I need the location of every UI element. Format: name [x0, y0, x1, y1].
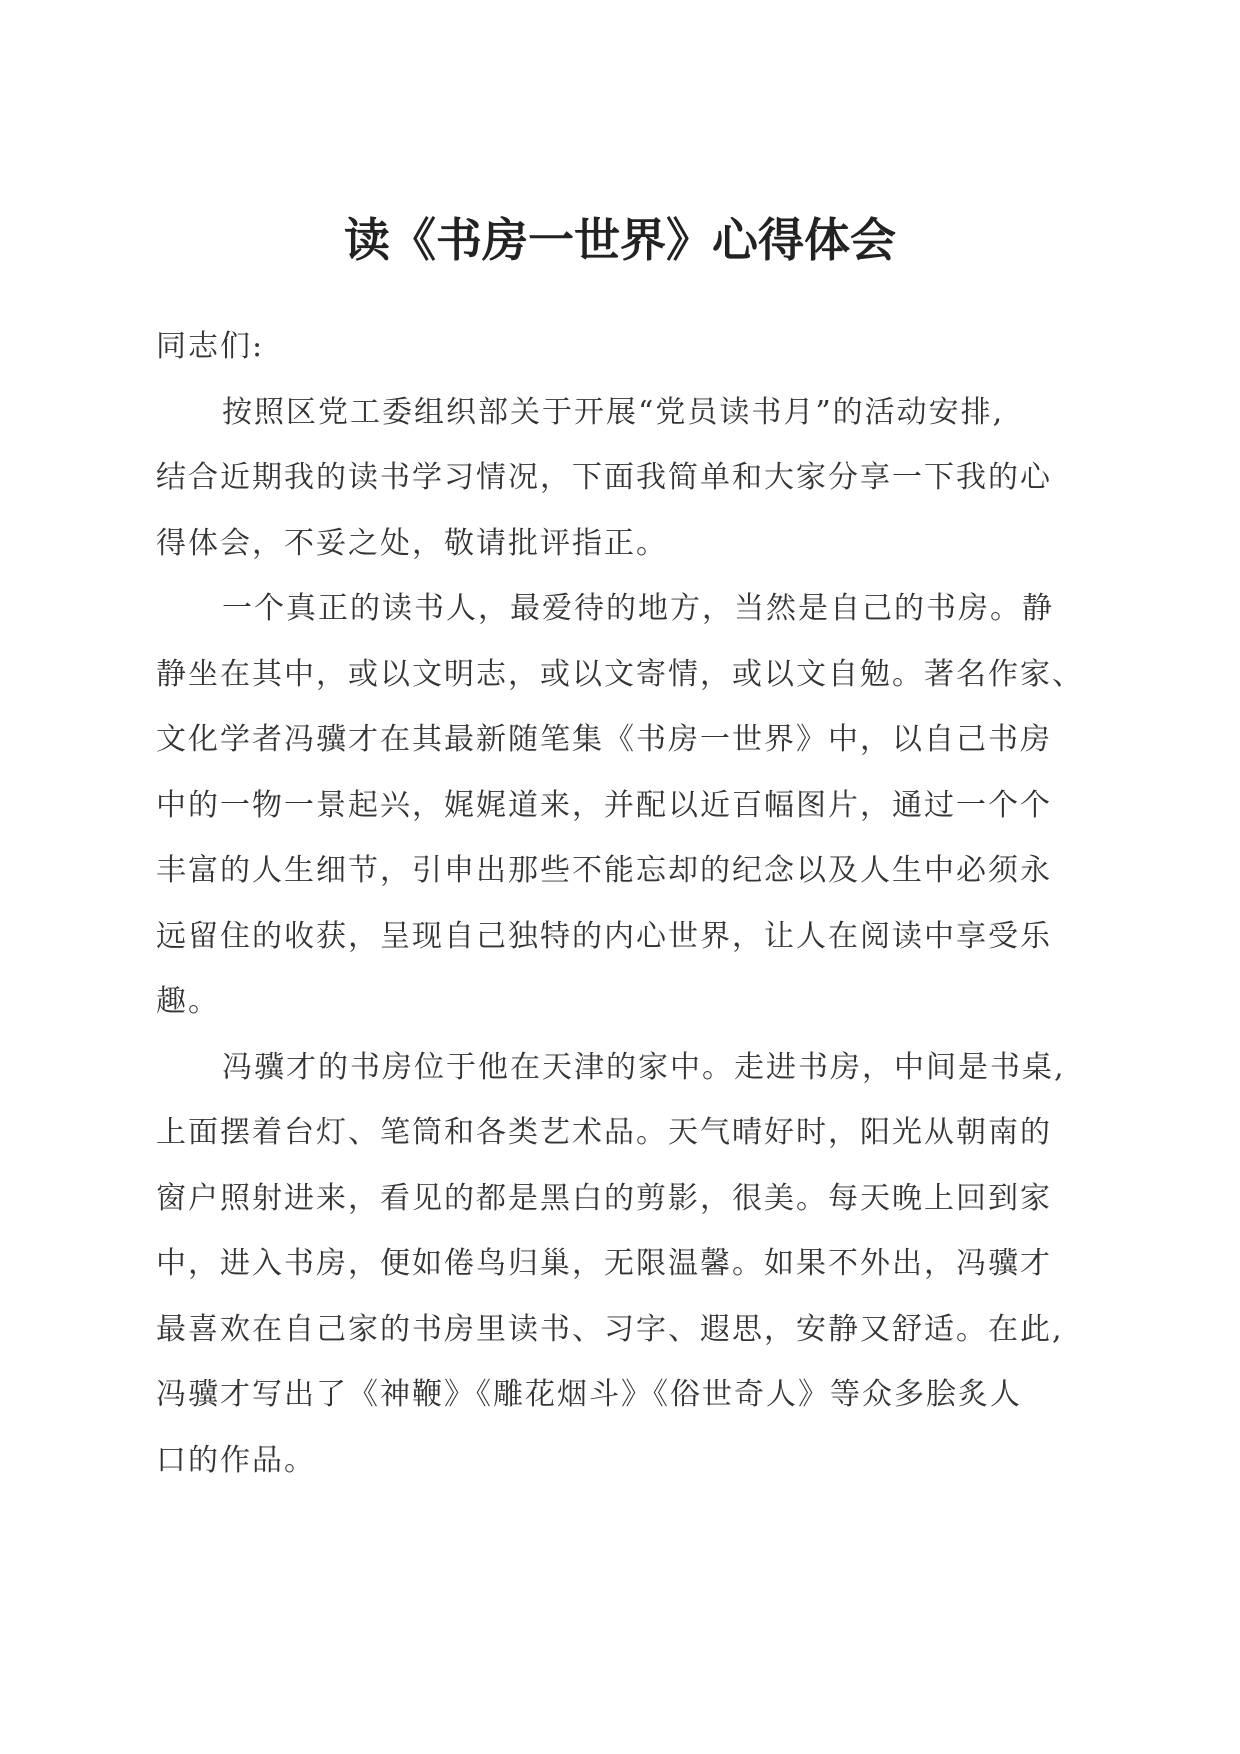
paragraph-2-line-7: 趣。	[156, 984, 220, 1019]
paragraph-1-line-2: 结合近期我的读书学习情况，下面我简单和大家分享一下我的心	[156, 460, 1052, 495]
paragraph-3-line-3: 窗户照射进来，看见的都是黑白的剪影，很美。每天晚上回到家	[156, 1180, 1052, 1216]
salutation: 同志们:	[156, 329, 265, 364]
paragraph-3-line-4: 中，进入书房，便如倦鸟归巢，无限温馨。如果不外出，冯骥才	[156, 1246, 1052, 1281]
paragraph-2-line-2: 静坐在其中，或以文明志，或以文寄情，或以文自勉。著名作家、	[156, 656, 1084, 692]
paragraph-3-line-1: 冯骥才的书房位于他在天津的家中。走进书房，中间是书桌,	[222, 1049, 1066, 1085]
paragraph-2-line-5: 丰富的人生细节，引申出那些不能忘却的纪念以及人生中必须永	[156, 853, 1052, 888]
paragraph-2-line-3: 文化学者冯骥才在其最新随笔集《书房一世界》中，以自己书房	[156, 722, 1052, 757]
paragraph-3-line-6: 冯骥才写出了《神鞭》《雕花烟斗》《俗世奇人》等众多脍炙人	[156, 1377, 1022, 1412]
paragraph-3-line-5: 最喜欢在自己家的书房里读书、习字、遐思，安静又舒适。在此,	[156, 1311, 1064, 1347]
paragraph-3-line-7: 口的作品。	[156, 1442, 316, 1478]
document-body	[156, 314, 1086, 1493]
paragraph-1-line-3: 得体会，不妥之处，敬请批评指正。	[156, 525, 668, 561]
paragraph-3-line-2: 上面摆着台灯、笔筒和各类艺术品。天气晴好时，阳光从朝南的	[156, 1115, 1052, 1150]
paragraph-2-line-6: 远留住的收获，呈现自己独特的内心世界，让人在阅读中享受乐	[156, 918, 1052, 954]
document-title: 读《书房一世界》心得体会	[344, 213, 896, 267]
paragraph-2-line-1: 一个真正的读书人，最爱待的地方，当然是自己的书房。静	[222, 591, 1054, 626]
paragraph-2-line-4: 中的一物一景起兴，娓娓道来，并配以近百幅图片，通过一个个	[156, 787, 1052, 823]
paragraph-1-line-1: 按照区党工委组织部关于开展“党员读书月”的活动安排,	[222, 394, 1005, 430]
